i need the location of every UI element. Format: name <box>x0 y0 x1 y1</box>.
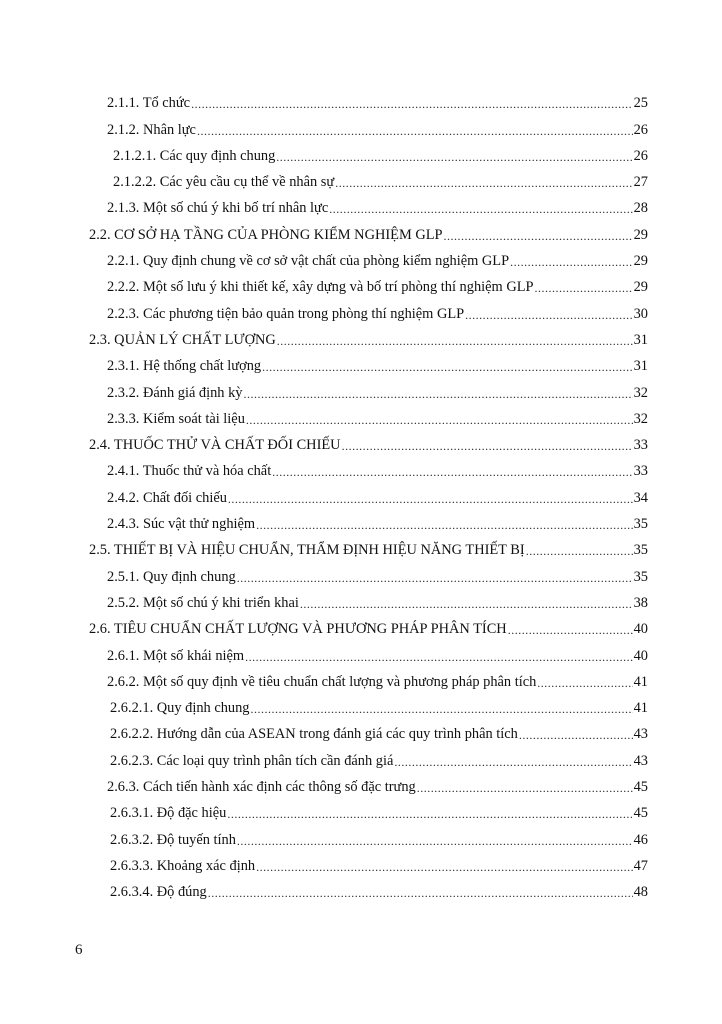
toc-entry-label: 2.6.3.2. Độ tuyến tính <box>110 831 236 848</box>
toc-entry-page: 46 <box>633 831 648 848</box>
dot-leader <box>342 439 633 453</box>
toc-entry-label: 2.6.3.4. Độ đúng <box>110 884 207 901</box>
toc-entry[interactable] <box>0 246 722 272</box>
dot-leader <box>197 124 633 138</box>
toc-entry-label: 2.1.2.1. Các quy định chung <box>113 147 276 164</box>
toc-entry-label: 2.4.3. Súc vật thử nghiệm <box>107 516 256 533</box>
toc-entry[interactable] <box>0 325 722 351</box>
toc-entry-page: 26 <box>633 121 648 138</box>
toc-entry-page: 45 <box>633 779 648 796</box>
toc-entry-label: 2.3.2. Đánh giá định kỳ <box>107 384 243 401</box>
toc-entry-label: 2.5.2. Một số chú ý khi triển khai <box>107 594 299 611</box>
toc-entry[interactable] <box>0 456 722 482</box>
dot-leader <box>300 597 633 611</box>
toc-entry-page: 34 <box>633 489 648 506</box>
dot-leader <box>444 229 633 243</box>
toc-entry-label: 2.4. THUỐC THỬ VÀ CHẤT ĐỐI CHIẾU <box>89 437 341 454</box>
toc-entry-page: 35 <box>633 568 648 585</box>
toc-entry[interactable] <box>0 614 722 640</box>
toc-entry-label: 2.6.2.3. Các loại quy trình phân tích cần đánh giá <box>110 752 394 769</box>
toc-entry-page: 33 <box>633 437 648 454</box>
toc-entry-label: 2.1.2.2. Các yêu cầu cụ thể về nhân sự <box>113 174 335 191</box>
toc-entry[interactable] <box>0 667 722 693</box>
dot-leader <box>465 308 632 322</box>
dot-leader <box>237 571 633 585</box>
toc-entry-label: 2.6.1. Một số khái niệm <box>107 647 245 664</box>
toc-entry[interactable] <box>0 351 722 377</box>
toc-entry-label: 2.6.3.3. Khoảng xác định <box>110 857 256 874</box>
table-of-contents <box>0 88 722 903</box>
toc-entry-page: 35 <box>633 516 648 533</box>
dot-leader <box>329 202 632 216</box>
toc-entry[interactable] <box>0 482 722 508</box>
dot-leader <box>246 413 633 427</box>
toc-entry[interactable] <box>0 509 722 535</box>
toc-entry-label: 2.5.1. Quy định chung <box>107 568 236 585</box>
toc-entry-page: 47 <box>633 857 648 874</box>
dot-leader <box>208 886 633 900</box>
toc-entry[interactable] <box>0 141 722 167</box>
toc-entry-label: 2.1.2. Nhân lực <box>107 121 196 138</box>
toc-entry-label: 2.3.3. Kiểm soát tài liệu <box>107 410 245 427</box>
toc-entry-label: 2.2.2. Một số lưu ý khi thiết kế, xây dựng và bố trí phòng thí nghiệm GLP <box>107 279 534 296</box>
toc-entry-label: 2.6.3.1. Độ đặc hiệu <box>110 805 227 822</box>
dot-leader <box>394 755 632 769</box>
toc-entry[interactable] <box>0 851 722 877</box>
toc-entry-label: 2.6.2. Một số quy định về tiêu chuẩn chất lượng và phương pháp phân tích <box>107 673 537 690</box>
toc-entry-page: 38 <box>633 594 648 611</box>
toc-entry[interactable] <box>0 298 722 324</box>
toc-entry[interactable] <box>0 772 722 798</box>
toc-entry[interactable] <box>0 640 722 666</box>
dot-leader <box>510 255 633 269</box>
toc-entry-page: 40 <box>633 621 648 638</box>
toc-entry[interactable] <box>0 719 722 745</box>
toc-entry-page: 32 <box>633 384 648 401</box>
toc-entry-page: 26 <box>633 147 648 164</box>
dot-leader <box>245 650 633 664</box>
toc-entry[interactable] <box>0 272 722 298</box>
toc-entry[interactable] <box>0 167 722 193</box>
toc-entry-page: 43 <box>633 726 648 743</box>
toc-entry-page: 41 <box>633 700 648 717</box>
toc-entry-page: 31 <box>633 331 648 348</box>
toc-entry-page: 30 <box>633 305 648 322</box>
dot-leader <box>276 150 632 164</box>
dot-leader <box>526 544 633 558</box>
toc-entry[interactable] <box>0 193 722 219</box>
dot-leader <box>262 360 633 374</box>
dot-leader <box>535 281 633 295</box>
toc-entry-page: 27 <box>633 174 648 191</box>
toc-entry-page: 25 <box>633 95 648 112</box>
toc-entry-page: 33 <box>633 463 648 480</box>
toc-entry-label: 2.6.3. Cách tiến hành xác định các thông số đặc trưng <box>107 779 416 796</box>
toc-entry[interactable] <box>0 693 722 719</box>
toc-entry-page: 41 <box>633 673 648 690</box>
toc-entry[interactable] <box>0 877 722 903</box>
dot-leader <box>277 334 633 348</box>
toc-entry-label: 2.5. THIẾT BỊ VÀ HIỆU CHUẨN, THẨM ĐỊNH HIỆU NĂNG THIẾT BỊ <box>89 542 525 559</box>
toc-entry-page: 29 <box>633 253 648 270</box>
toc-entry[interactable] <box>0 824 722 850</box>
toc-entry-label: 2.6.2.1. Quy định chung <box>110 700 250 717</box>
toc-entry-page: 29 <box>633 226 648 243</box>
toc-entry-page: 45 <box>633 805 648 822</box>
toc-entry-label: 2.6.2.2. Hướng dẫn của ASEAN trong đánh giá các quy trình phân tích <box>110 726 518 743</box>
toc-entry-label: 2.4.2. Chất đối chiếu <box>107 489 227 506</box>
toc-entry[interactable] <box>0 377 722 403</box>
toc-entry-label: 2.2. CƠ SỞ HẠ TẦNG CỦA PHÒNG KIỂM NGHIỆM GLP <box>89 226 443 243</box>
toc-entry-label: 2.1.3. Một số chú ý khi bố trí nhân lực <box>107 200 329 217</box>
toc-entry-page: 32 <box>633 410 648 427</box>
dot-leader <box>417 781 633 795</box>
dot-leader <box>191 97 633 111</box>
toc-entry[interactable] <box>0 114 722 140</box>
toc-entry[interactable] <box>0 404 722 430</box>
dot-leader <box>335 176 632 190</box>
toc-entry[interactable] <box>0 88 722 114</box>
dot-leader <box>227 807 632 821</box>
dot-leader <box>244 387 633 401</box>
dot-leader <box>508 623 633 637</box>
dot-leader <box>256 860 633 874</box>
toc-entry-page: 29 <box>633 279 648 296</box>
toc-entry[interactable] <box>0 588 722 614</box>
toc-entry-page: 35 <box>633 542 648 559</box>
dot-leader <box>251 702 633 716</box>
dot-leader <box>237 834 633 848</box>
toc-entry[interactable] <box>0 430 722 456</box>
toc-entry[interactable] <box>0 219 722 245</box>
toc-entry-label: 2.6. TIÊU CHUẨN CHẤT LƯỢNG VÀ PHƯƠNG PHÁP PHÂN TÍCH <box>89 621 507 638</box>
dot-leader <box>256 518 633 532</box>
toc-entry-label: 2.2.3. Các phương tiện bảo quản trong phòng thí nghiệm GLP <box>107 305 465 322</box>
toc-entry[interactable] <box>0 561 722 587</box>
toc-entry-page: 31 <box>633 358 648 375</box>
toc-entry-page: 48 <box>633 884 648 901</box>
toc-entry-page: 40 <box>633 647 648 664</box>
toc-entry-label: 2.3. QUẢN LÝ CHẤT LƯỢNG <box>89 331 276 348</box>
toc-entry-label: 2.4.1. Thuốc thử và hóa chất <box>107 463 272 480</box>
toc-entry-label: 2.2.1. Quy định chung về cơ sở vật chất của phòng kiểm nghiệm GLP <box>107 253 510 270</box>
toc-entry-label: 2.3.1. Hệ thống chất lượng <box>107 358 262 375</box>
dot-leader <box>228 492 633 506</box>
dot-leader <box>537 676 632 690</box>
toc-entry[interactable] <box>0 798 722 824</box>
dot-leader <box>272 465 632 479</box>
toc-entry-page: 28 <box>633 200 648 217</box>
toc-entry[interactable] <box>0 535 722 561</box>
toc-entry-label: 2.1.1. Tổ chức <box>107 95 191 112</box>
toc-entry-page: 43 <box>633 752 648 769</box>
dot-leader <box>519 728 633 742</box>
toc-entry[interactable] <box>0 745 722 771</box>
page-number: 6 <box>75 942 83 958</box>
